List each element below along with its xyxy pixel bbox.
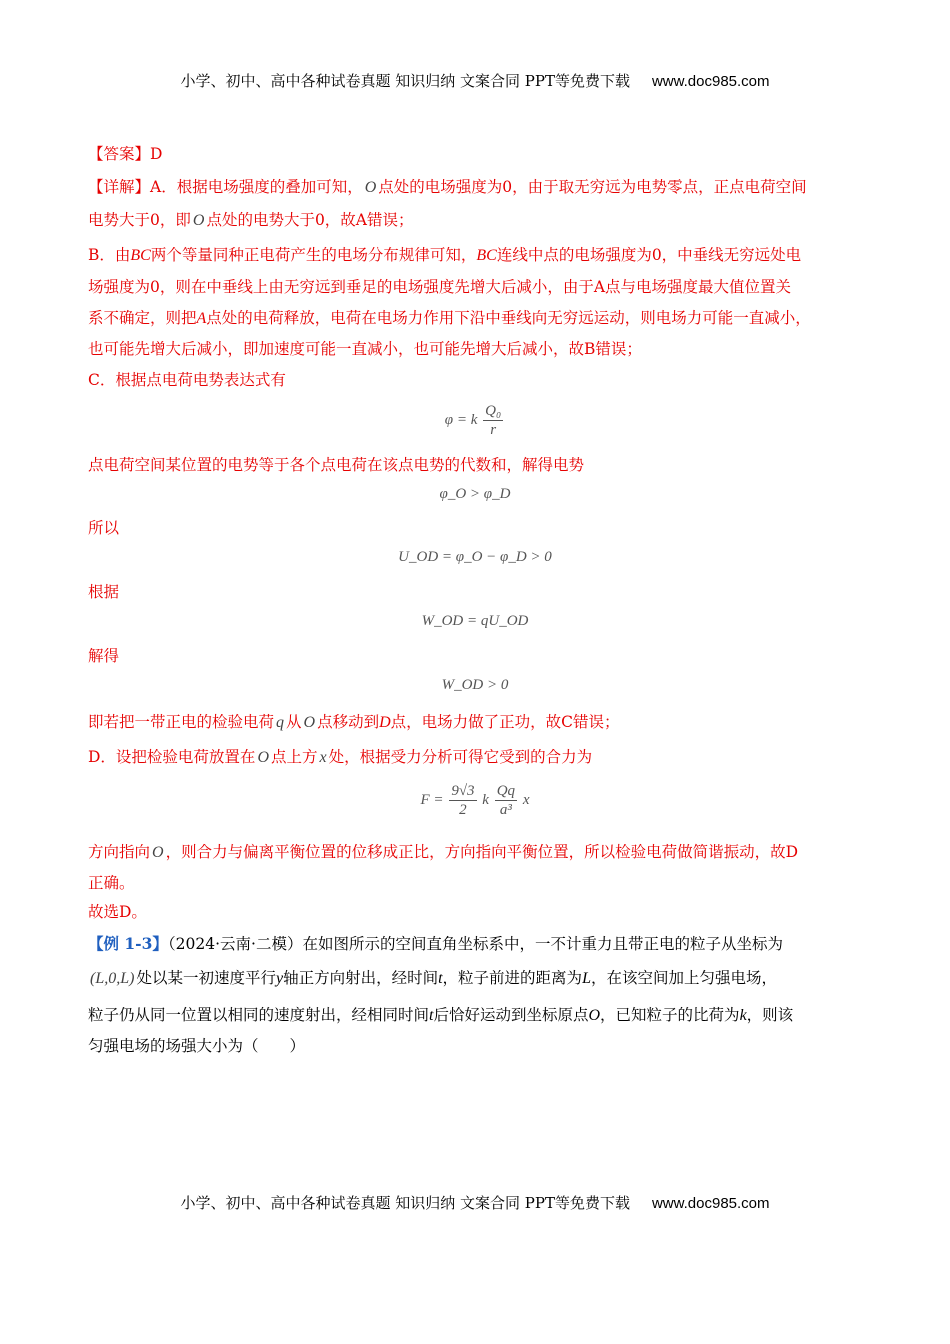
detail-line-7: C．根据点电荷电势表达式有 <box>88 371 286 389</box>
fraction <box>449 782 476 819</box>
detail-line-9: 所以 <box>88 519 120 537</box>
answer-label: 【答案】 <box>88 145 151 163</box>
text: A．根据电场强度的叠加可知， <box>150 178 363 196</box>
equation-2: φ_O > φ_D <box>439 486 511 502</box>
equation-1 <box>0 402 950 439</box>
text: O <box>588 1007 601 1024</box>
detail-line-16: 故选D。 <box>88 903 147 921</box>
text: 点上方 <box>271 748 318 766</box>
text: 点移动到 <box>317 713 380 731</box>
text: 点处的电势大于0，故A错误； <box>206 211 414 229</box>
equation-5: W_OD > 0 <box>441 677 509 693</box>
detail-label: 【详解】 <box>88 178 151 196</box>
text: 两个等量同种正电荷产生的电场分布规律可知， <box>150 246 477 264</box>
example-label: 【例 1-3】 <box>88 934 168 953</box>
symbol-o: O <box>152 844 164 861</box>
symbol-o: O <box>192 212 205 229</box>
symbol-o: O <box>303 714 316 731</box>
page-footer <box>0 1192 950 1213</box>
text: 处以某一初速度平行 <box>136 969 276 987</box>
text: ，已知粒子的比荷为 <box>600 1006 740 1024</box>
text: 点处的电荷释放，电荷在电场力作用下沿中垂线向无穷远运动，则电场力可能一直减小， <box>206 309 811 327</box>
text: 处，根据受力分析可得它受到的合力为 <box>328 748 593 766</box>
symbol-o: O <box>364 179 377 196</box>
text: y <box>275 970 284 987</box>
text: 电势大于0，即 <box>88 211 191 229</box>
equation-3: U_OD = φ_O − φ_D > 0 <box>398 549 552 565</box>
text: 粒子仍从同一位置以相同的速度射出，经相同时间 <box>88 1006 430 1024</box>
example-source: （2024·云南·二模） <box>167 935 303 953</box>
text: 在如图所示的空间直角坐标系中，一不计重力且带正电的粒子从坐标为 <box>302 935 783 953</box>
detail-line-13 <box>88 747 592 768</box>
text: B．由 <box>88 246 131 264</box>
text: t <box>438 970 443 987</box>
fraction <box>483 402 503 439</box>
text: Q₀ <box>485 403 502 419</box>
detail-line-2 <box>88 210 414 231</box>
detail-line-11: 解得 <box>88 647 120 665</box>
detail-line-15: 正确。 <box>88 874 135 892</box>
detail-line-12 <box>88 712 620 733</box>
text: 9√3 <box>451 783 475 799</box>
answer-line <box>88 144 162 164</box>
header-text: 小学、初中、高中各种试卷真题 知识归纳 文案合同 PPT等免费下载 <box>180 72 630 90</box>
page-header <box>0 70 950 91</box>
fraction <box>495 782 517 819</box>
detail-line-1 <box>88 177 807 198</box>
text: F = <box>420 791 444 808</box>
text: ，在该空间加上匀强电场， <box>590 969 777 987</box>
footer-site[interactable]: www.doc985.com <box>651 1195 770 1212</box>
example-line-1 <box>88 934 783 954</box>
text: 即若把一带正电的检验电荷 <box>88 713 275 731</box>
footer-text: 小学、初中、高中各种试卷真题 知识归纳 文案合同 PPT等免费下载 <box>180 1194 630 1212</box>
answer-value: D <box>150 145 163 163</box>
text: 从 <box>286 713 302 731</box>
symbol-q: q <box>276 714 285 731</box>
symbol-bc: BC <box>130 247 151 264</box>
symbol-o: O <box>257 749 269 766</box>
equation-4: W_OD = qU_OD <box>421 613 529 629</box>
text: ，则该 <box>746 1006 794 1024</box>
text: 点，电场力做了正功，故C错误； <box>390 713 620 731</box>
example-line-4: 匀强电场的场强大小为（ ） <box>88 1037 306 1055</box>
detail-line-6: 也可能先增大后减小，即加速度可能一直减小，也可能先增大后减小，故B错误； <box>88 340 642 358</box>
text: r <box>490 422 497 438</box>
symbol-d: D <box>379 714 391 731</box>
text: 连线中点的电场强度为0，中垂线无穷远处电 <box>496 246 802 264</box>
text: 轴正方向射出，经时间 <box>283 969 439 987</box>
header-site[interactable]: www.doc985.com <box>651 73 770 90</box>
text: k <box>482 791 489 808</box>
text: L <box>582 970 591 987</box>
equation-6 <box>0 782 950 819</box>
detail-line-3 <box>88 245 801 266</box>
text: Qq <box>496 783 516 799</box>
text: φ = k <box>444 411 478 428</box>
text: t <box>429 1007 434 1024</box>
text: ，粒子前进的距离为 <box>442 969 583 987</box>
text: 点处的电场强度为0，由于取无穷远为电势零点，正点电荷空间 <box>378 178 807 196</box>
symbol-a: A <box>196 310 207 327</box>
detail-line-5 <box>88 308 811 329</box>
text: x <box>522 791 530 808</box>
detail-line-10: 根据 <box>88 583 120 601</box>
text: D．设把检验电荷放置在 <box>88 748 256 766</box>
text: a³ <box>499 802 512 818</box>
text: k <box>739 1007 747 1024</box>
text: ，则合力与偏离平衡位置的位移成正比，方向指向平衡位置，所以检验电荷做简谐振动，故D <box>165 843 799 861</box>
text: 2 <box>459 802 467 818</box>
example-line-3 <box>88 1005 793 1026</box>
symbol-bc: BC <box>476 247 497 264</box>
text: 系不确定，则把 <box>88 309 197 327</box>
text: 方向指向 <box>88 843 151 861</box>
detail-line-14 <box>88 842 798 863</box>
example-line-2 <box>88 968 777 989</box>
detail-line-4: 场强度为0，则在中垂线上由无穷远到垂足的电场强度先增大后减小，由于A点与电场强度最大值位置关 <box>88 278 792 296</box>
text: 后恰好运动到坐标原点 <box>433 1006 589 1024</box>
detail-line-8: 点电荷空间某位置的电势等于各个点电荷在该点电势的代数和，解得电势 <box>88 456 585 474</box>
coord: (L,0,L) <box>90 970 135 987</box>
symbol-x: x <box>319 749 327 766</box>
